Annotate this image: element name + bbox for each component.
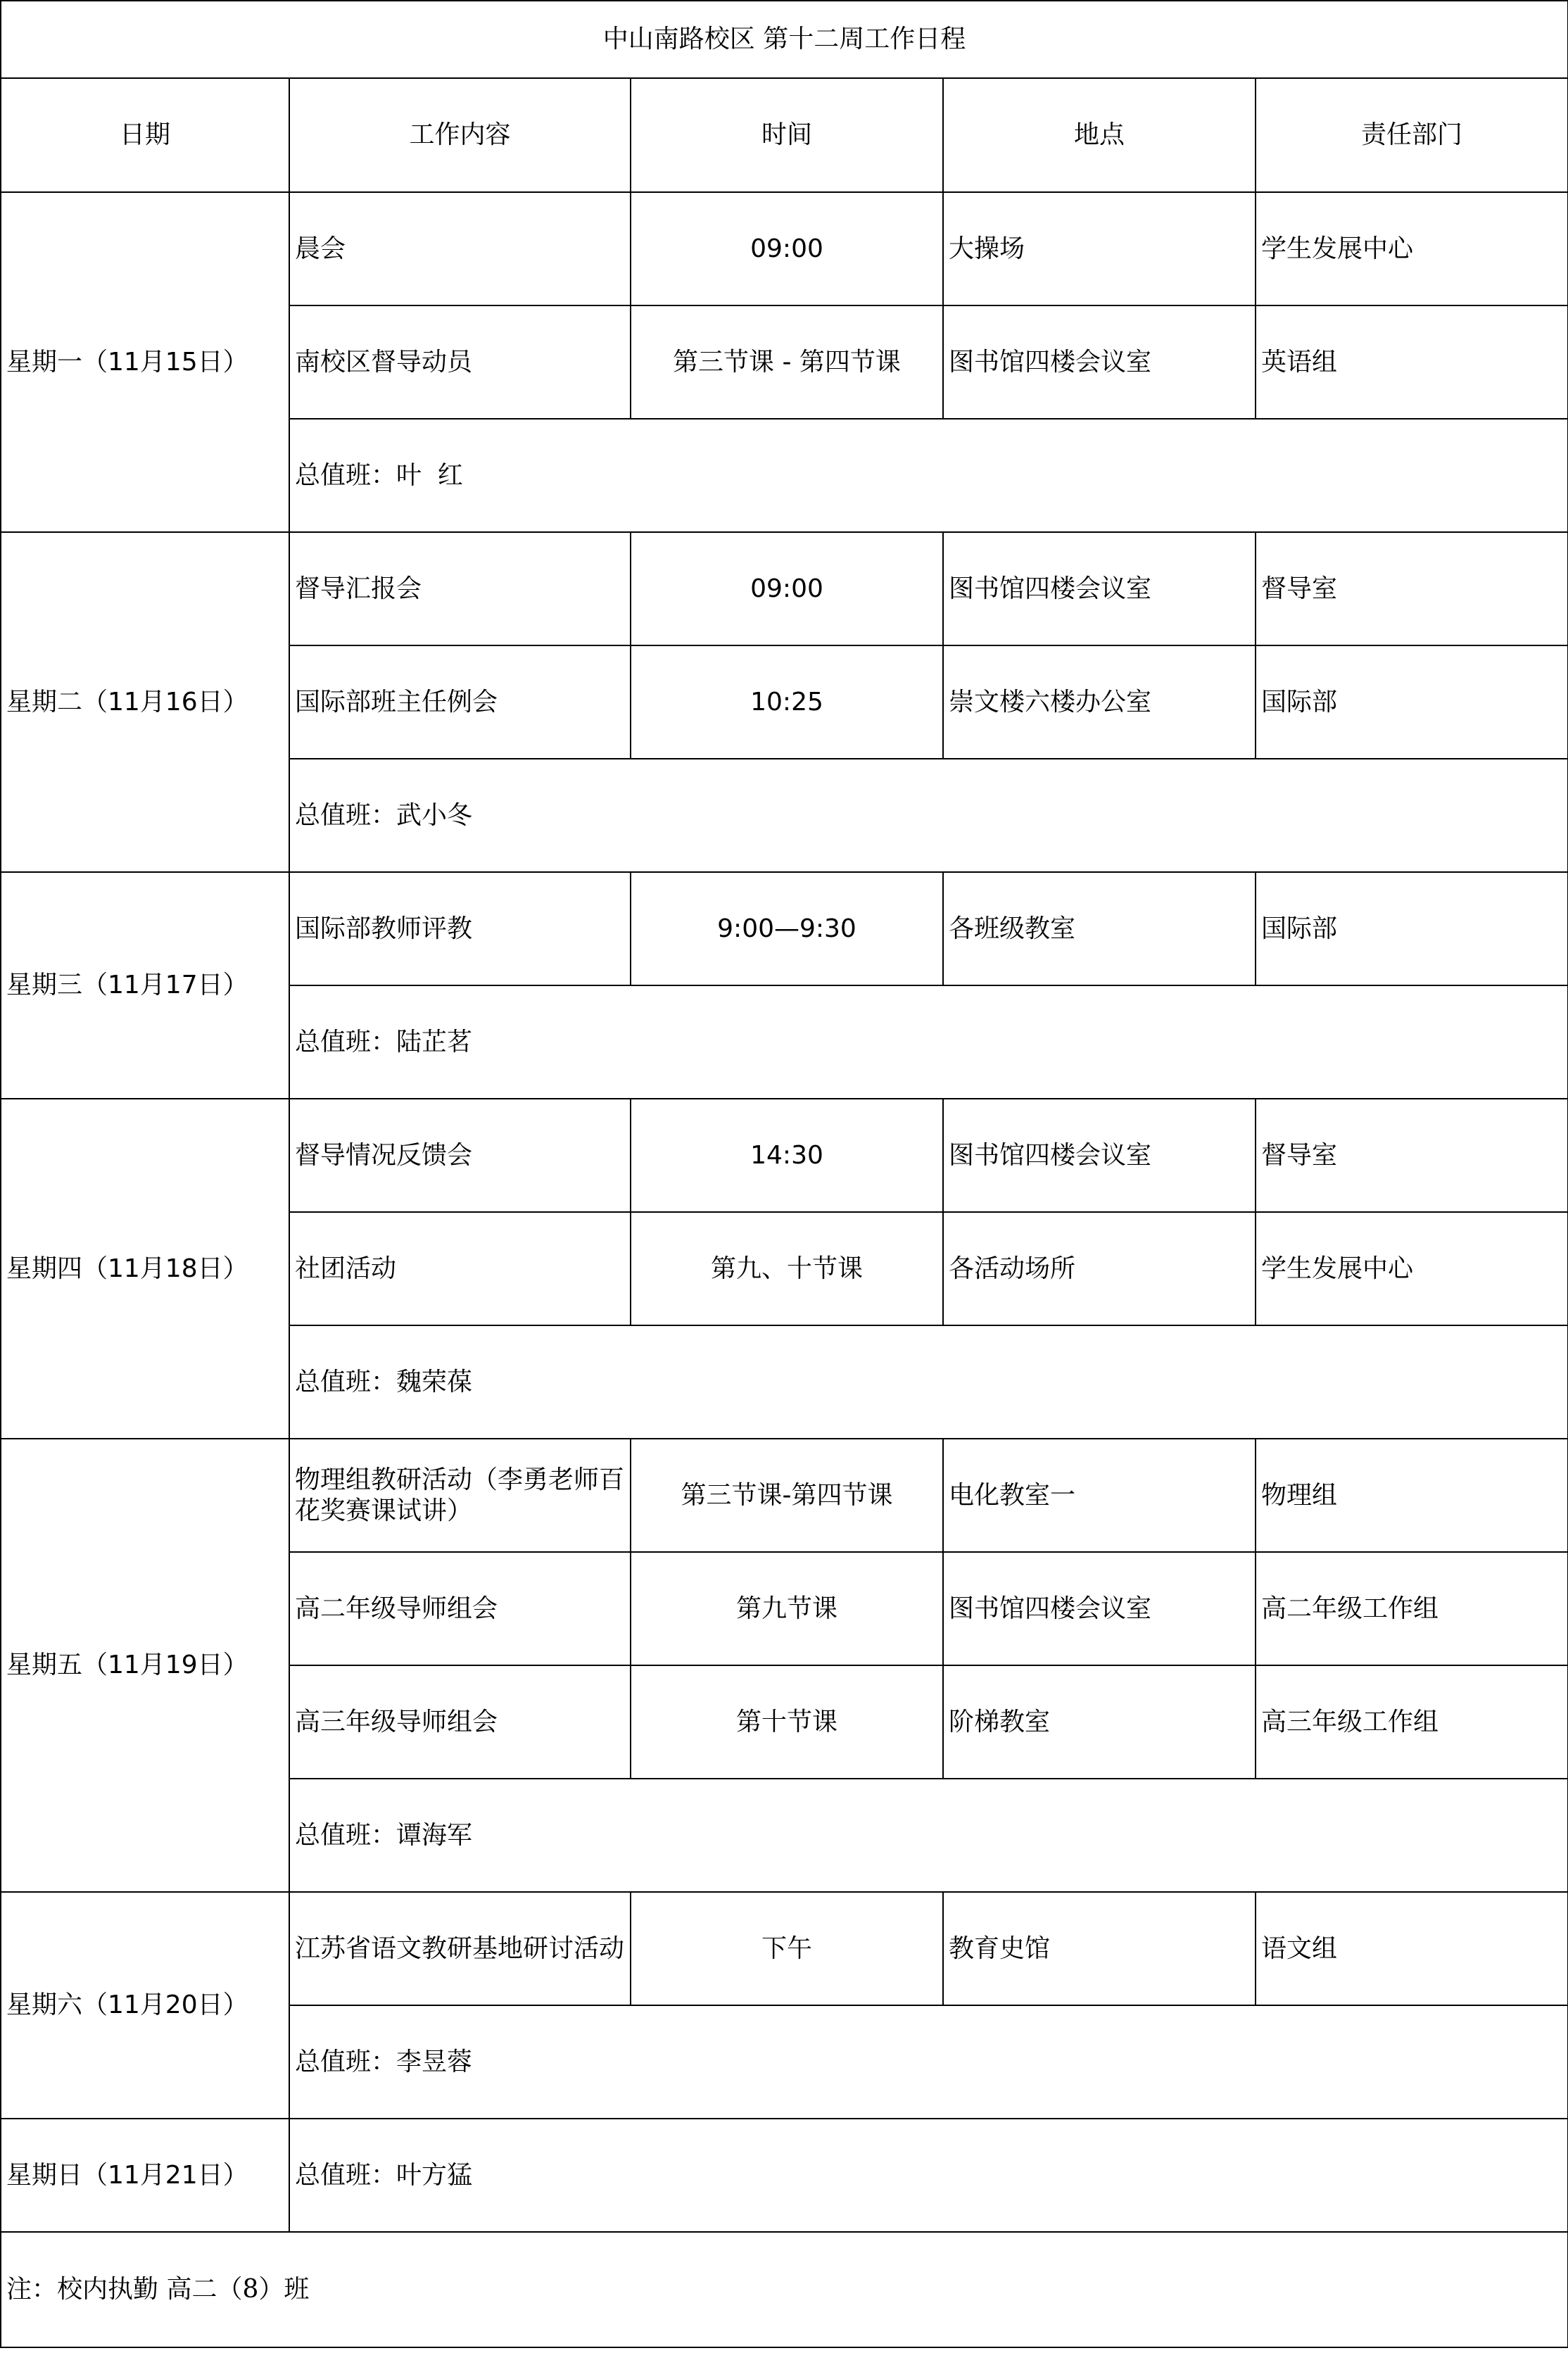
work-content-cell: 晨会 — [289, 192, 631, 305]
place-cell: 各活动场所 — [943, 1212, 1256, 1325]
duty-cell — [289, 759, 1568, 872]
duty-officer-name: 谭海军 — [396, 1820, 473, 1850]
note-row — [1, 2232, 1568, 2347]
time-cell: 14:30 — [631, 1099, 943, 1212]
duty-label: 总值班： — [295, 800, 397, 830]
duty-officer-name: 陆芷茗 — [396, 1027, 473, 1056]
place-cell: 崇文楼六楼办公室 — [943, 645, 1256, 759]
day-date-cell: 星期四（11月18日） — [1, 1099, 289, 1439]
work-content-cell: 督导汇报会 — [289, 532, 631, 645]
dept-cell: 国际部 — [1256, 645, 1568, 759]
dept-cell: 学生发展中心 — [1256, 192, 1568, 305]
duty-cell — [289, 419, 1568, 532]
work-content-cell: 社团活动 — [289, 1212, 631, 1325]
time-cell: 第三节课-第四节课 — [631, 1439, 943, 1552]
dept-cell: 高三年级工作组 — [1256, 1665, 1568, 1779]
duty-cell — [289, 1325, 1568, 1439]
work-content-cell: 国际部班主任例会 — [289, 645, 631, 759]
work-content-cell: 南校区督导动员 — [289, 305, 631, 419]
dept-cell: 学生发展中心 — [1256, 1212, 1568, 1325]
duty-label: 总值班： — [295, 460, 397, 490]
duty-cell — [289, 985, 1568, 1099]
footnote: 注：校内执勤 高二（8）班 — [1, 2232, 1568, 2347]
duty-label: 总值班： — [295, 2160, 397, 2190]
dept-cell: 英语组 — [1256, 305, 1568, 419]
duty-officer-name: 魏荣葆 — [396, 1367, 473, 1396]
time-cell: 09:00 — [631, 532, 943, 645]
place-cell: 各班级教室 — [943, 872, 1256, 985]
duty-row — [1, 2119, 1568, 2232]
duty-label: 总值班： — [295, 1367, 397, 1396]
place-cell: 图书馆四楼会议室 — [943, 532, 1256, 645]
work-content-cell: 高二年级导师组会 — [289, 1552, 631, 1665]
work-content-cell: 高三年级导师组会 — [289, 1665, 631, 1779]
dept-cell: 国际部 — [1256, 872, 1568, 985]
day-date-cell: 星期日（11月21日） — [1, 2119, 289, 2232]
time-cell: 第十节课 — [631, 1665, 943, 1779]
place-cell: 图书馆四楼会议室 — [943, 1552, 1256, 1665]
place-cell: 图书馆四楼会议室 — [943, 1099, 1256, 1212]
time-cell: 9:00—9:30 — [631, 872, 943, 985]
duty-label: 总值班： — [295, 1027, 397, 1056]
dept-cell: 物理组 — [1256, 1439, 1568, 1552]
time-cell: 10:25 — [631, 645, 943, 759]
duty-label: 总值班： — [295, 2047, 397, 2076]
work-content-cell: 国际部教师评教 — [289, 872, 631, 985]
day-date-cell: 星期一（11月15日） — [1, 192, 289, 532]
work-content-cell: 江苏省语文教研基地研讨活动 — [289, 1892, 631, 2005]
duty-label: 总值班： — [295, 1820, 397, 1850]
dept-cell: 语文组 — [1256, 1892, 1568, 2005]
duty-officer-name: 叶方猛 — [396, 2160, 473, 2190]
title-row — [1, 1, 1568, 78]
duty-officer-name: 叶 红 — [396, 460, 463, 490]
dept-cell: 督导室 — [1256, 1099, 1568, 1212]
header-time: 时间 — [631, 78, 943, 192]
schedule-row — [1, 872, 1568, 985]
duty-cell — [289, 1779, 1568, 1892]
day-date-cell: 星期二（11月16日） — [1, 532, 289, 872]
duty-officer-name: 李昱蓉 — [396, 2047, 473, 2076]
day-date-cell: 星期三（11月17日） — [1, 872, 289, 1099]
time-cell: 第三节课 - 第四节课 — [631, 305, 943, 419]
dept-cell: 督导室 — [1256, 532, 1568, 645]
place-cell: 教育史馆 — [943, 1892, 1256, 2005]
header-dept: 责任部门 — [1256, 78, 1568, 192]
place-cell: 大操场 — [943, 192, 1256, 305]
time-cell: 第九、十节课 — [631, 1212, 943, 1325]
duty-officer-name: 武小冬 — [396, 800, 473, 830]
time-cell: 第九节课 — [631, 1552, 943, 1665]
work-content-cell: 督导情况反馈会 — [289, 1099, 631, 1212]
schedule-row — [1, 532, 1568, 645]
schedule-row — [1, 192, 1568, 305]
page-title: 中山南路校区 第十二周工作日程 — [1, 1, 1568, 78]
header-place: 地点 — [943, 78, 1256, 192]
schedule-row — [1, 1439, 1568, 1552]
duty-cell — [289, 2005, 1568, 2119]
header-date: 日期 — [1, 78, 289, 192]
header-content: 工作内容 — [289, 78, 631, 192]
place-cell: 图书馆四楼会议室 — [943, 305, 1256, 419]
place-cell: 电化教室一 — [943, 1439, 1256, 1552]
duty-cell — [289, 2119, 1568, 2232]
day-date-cell: 星期六（11月20日） — [1, 1892, 289, 2119]
dept-cell: 高二年级工作组 — [1256, 1552, 1568, 1665]
work-content-cell: 物理组教研活动（李勇老师百花奖赛课试讲） — [289, 1439, 631, 1552]
day-date-cell: 星期五（11月19日） — [1, 1439, 289, 1892]
schedule-row — [1, 1892, 1568, 2005]
place-cell: 阶梯教室 — [943, 1665, 1256, 1779]
time-cell: 09:00 — [631, 192, 943, 305]
time-cell: 下午 — [631, 1892, 943, 2005]
header-row — [1, 78, 1568, 192]
schedule-row — [1, 1099, 1568, 1212]
